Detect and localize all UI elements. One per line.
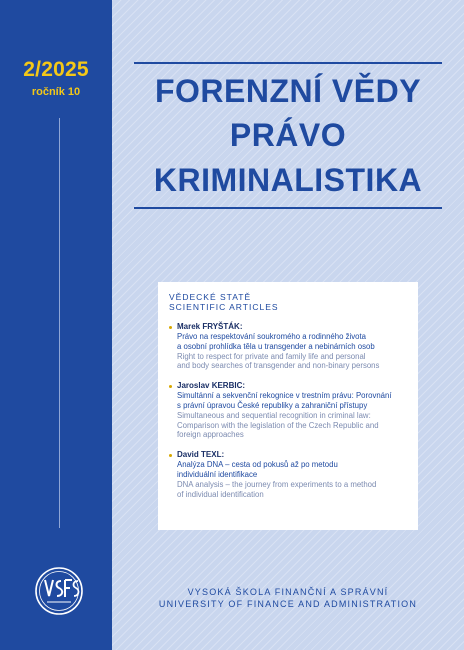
issue-number: 2/2025 (23, 58, 89, 81)
article-author: David TEXL: (169, 450, 408, 460)
publisher-name-cz: VYSOKÁ ŠKOLA FINANČNÍ A SPRÁVNÍ (187, 587, 389, 597)
article-title-en: Comparison with the legislation of the Czech Republic and (177, 420, 379, 430)
article-title-en: Right to respect for private and family life and personal (177, 351, 366, 361)
publisher-name-en: UNIVERSITY OF FINANCE AND ADMINISTRATION (158, 599, 418, 609)
journal-title-line1: FORENZNÍ VĚDY (154, 73, 422, 109)
article-title-en: DNA analysis – the journey from experiments to a method (177, 479, 377, 489)
article-title-cz: s právní úpravou České republiky a zahraniční přístupy (177, 400, 368, 410)
article-title-en: foreign approaches (177, 430, 244, 440)
journal-title-line2: PRÁVO (229, 117, 347, 153)
title-rule-top (134, 62, 442, 64)
sidebar-divider (59, 118, 60, 528)
journal-title-line3: KRIMINALISTIKA (153, 162, 423, 198)
section-heading-cz: VĚDECKÉ STATĚ (169, 292, 252, 302)
issue-volume: ročník 10 (31, 86, 81, 98)
bullet-icon (169, 385, 172, 388)
main-cover (112, 0, 464, 650)
article-title-cz: individuální identifikace (177, 469, 258, 479)
article-title-cz: Simultánní a sekvenční rekognice v trestním právu: Porovnání (177, 391, 392, 401)
article-title-en: of individual identification (177, 489, 264, 499)
article-author: Jaroslav KERBIC: (169, 381, 408, 391)
article-item (169, 322, 408, 371)
vsfs-logo-icon (34, 566, 84, 616)
bullet-icon (169, 326, 172, 329)
article-title-cz: a osobní prohlídka těla u transgender a nebinárních osob (177, 341, 375, 351)
section-heading-en: SCIENTIFIC ARTICLES (169, 302, 279, 312)
left-sidebar (0, 0, 112, 650)
articles-box (158, 282, 418, 530)
bullet-icon (169, 454, 172, 457)
title-rule-bottom (134, 207, 442, 209)
article-title-cz: Právo na respektování soukromého a rodinného života (177, 332, 366, 341)
article-title-cz: Analýza DNA – cesta od pokusů až po metodu (177, 460, 338, 470)
article-author: Marek FRYŠTÁK: (169, 322, 408, 332)
article-item (169, 381, 408, 440)
article-title-en: Simultaneous and sequential recognition in criminal law: (177, 410, 371, 420)
article-item (169, 450, 408, 499)
article-title-en: and body searches of transgender and non-binary persons (177, 361, 380, 371)
